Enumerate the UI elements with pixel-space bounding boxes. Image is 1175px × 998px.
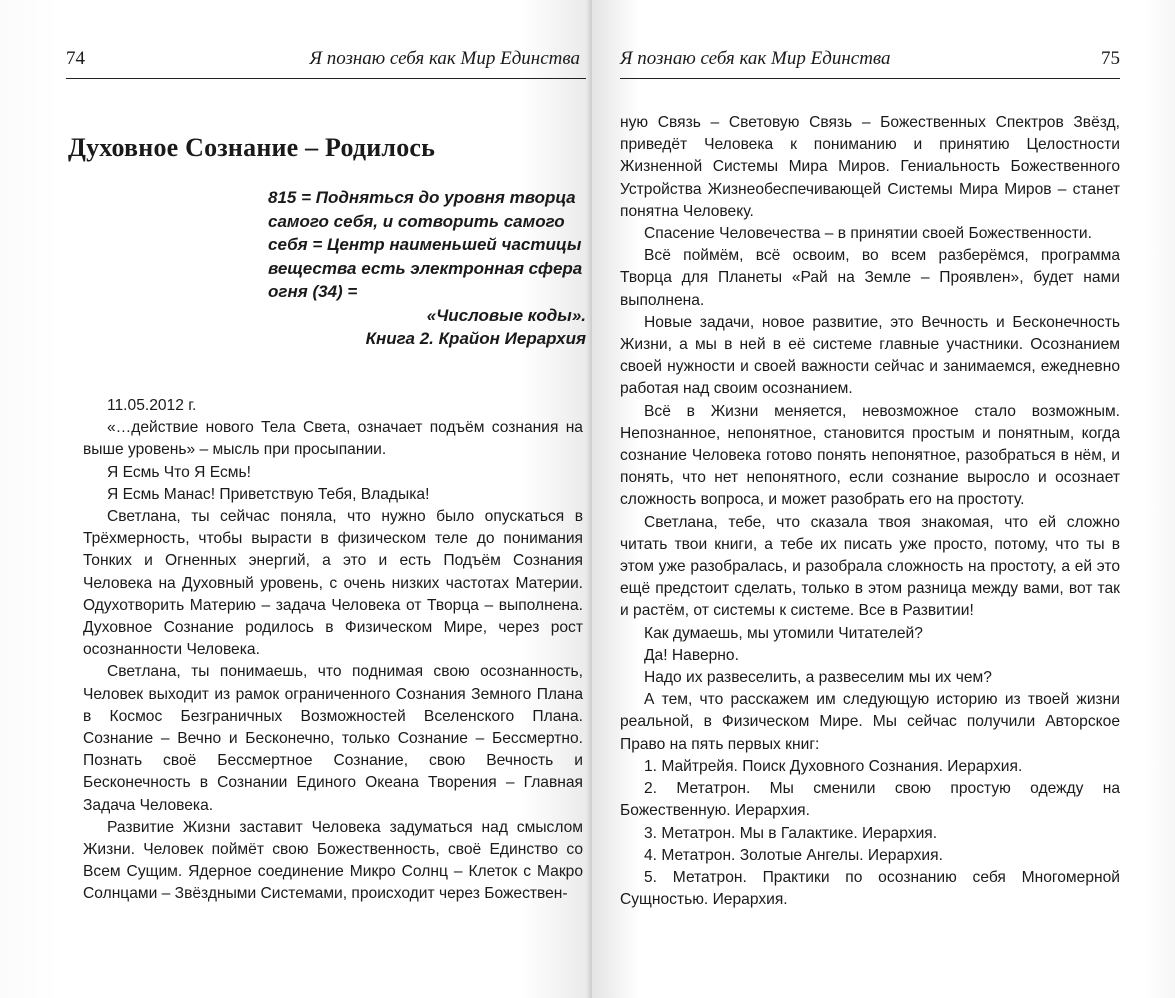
paragraph: «…действие нового Тела Света, означает подъём сознания на выше уровень» – мысль при просыпании. <box>83 419 583 459</box>
paragraph: А тем, что расскажем им следующую историю из твоей жизни реальной, в Физическом Мире. Мы сейчас получили Авторское Право на пять первых книг: <box>620 691 1120 753</box>
epigraph-source-title: «Числовые коды». <box>426 305 586 325</box>
paragraph-continuation: ную Связь – Световую Связь – Божественных Спектров Звёзд, приведёт Человека к пониманию и принятию Целостности Жизненной Системы Мира Миров. Гениальность Божественного Устройства Жизнеобеспечивающей Системы Мира Миров – станет понятна Человеку. <box>620 114 1120 220</box>
paragraph: Светлана, ты сейчас поняла, что нужно было опускаться в Трёхмерность, чтобы вырасти в физическом теле до понимания Тонких и Огненных энергий, а это и есть Подъём Сознания Человека на Духовный уровень, с очень низких частотах Материи. Одухотворить Материю – задача Человека от Творца – выполнена. Духовное Сознание родилось в Физическом Мире, через рост осознанности Человека. <box>83 508 583 659</box>
date-line: 11.05.2012 г. <box>107 397 197 414</box>
paragraph: Всё поймём, всё освоим, во всем разберёмся, программа Творца для Планеты «Рай на Земле – Проявлен», будет нами выполнена. <box>620 247 1120 309</box>
paragraph: Светлана, тебе, что сказала твоя знакомая, что ей сложно читать твои книги, а тебе их писать уже просто, потому, что ты в этом уже разобралась, и разобрала сложность на простоту, а ей это ещё предстоит сделать, только в этом разница между вами, вот так и растём, от системы к системе. Все в Развитии! <box>620 513 1120 620</box>
paragraph: Как думаешь, мы утомили Читателей? <box>644 624 923 642</box>
paragraph: Я Есмь Манас! Приветствую Тебя, Владыка! <box>107 485 430 503</box>
paragraph: Развитие Жизни заставит Человека задуматься над смыслом Жизни. Человек поймёт свою Божественность, своё Единство со Всем Сущим. Ядерное соединение Микро Солнц – Клеток с Макро Солнцами – Звёздными Системами, происходит через Божествен- <box>83 818 583 903</box>
right-running-head <box>620 44 1120 79</box>
left-running-head <box>66 44 586 79</box>
epigraph <box>268 186 586 351</box>
epigraph-source-book: Книга 2. Крайон Иерархия <box>365 329 586 348</box>
paragraph: Я Есмь Что Я Есмь! <box>107 463 251 481</box>
chapter-heading: Духовное Сознание – Родилось <box>68 133 436 162</box>
left-body-text <box>83 395 583 906</box>
list-item: 1. Майтрейя. Поиск Духовного Сознания. Иерархия. <box>644 757 1023 775</box>
list-item: 5. Метатрон. Практики по осознанию себя Многомерной Сущностью. Иерархия. <box>620 868 1120 909</box>
left-page-number: 74 <box>66 48 85 69</box>
right-body-text <box>620 112 1120 911</box>
paragraph: Новые задачи, новое развитие, это Вечность и Бесконечность Жизни, а мы в ней в её системе главные участники. Осознанием своей нужности и своей важности сейчас и занимаемся, ежедневно работая над своим осознанием. <box>620 313 1120 398</box>
list-item: 3. Метатрон. Мы в Галактике. Иерархия. <box>644 824 938 842</box>
paragraph: Всё в Жизни меняется, невозможное стало возможным. Непознанное, непонятное, становится простым и понятным, когда сознание Человека готово понять непонятное, разобраться в нём, и понять, что нет непонятного, если сознание выросло и осознает сложность вопроса, и может разобрать его на простоту. <box>620 402 1120 509</box>
left-running-title: Я познаю себя как Мир Единства <box>309 48 580 69</box>
paragraph: Светлана, ты понимаешь, что поднимая свою осознанность, Человек выходит из рамок ограниченного Сознания Земного Плана в Космос Безграничных Возможностей Вселенского Плана. Сознание – Вечно и Бесконечно, только Сознание – Бессмертно. Познать своё Бессмертное Сознание, свою Вечность и Бесконечность в Сознании Единого Океана Творения – Главная Задача Человека. <box>83 663 583 814</box>
right-page-number: 75 <box>1101 48 1120 69</box>
right-running-title: Я познаю себя как Мир Единства <box>620 48 891 69</box>
paragraph: Спасение Человечества – в принятии своей Божественности. <box>644 225 1092 243</box>
paragraph: Надо их развеселить, а развеселим мы их чем? <box>644 669 992 687</box>
list-item: 4. Метатрон. Золотые Ангелы. Иерархия. <box>644 846 943 864</box>
epigraph-text: 815 = Подняться до уровня творца самого себя, и сотворить самого себя = Центр наименьшей частицы вещества есть электронная сфера огня (34) = <box>268 188 583 301</box>
list-item: 2. Метатрон. Мы сменили свою простую одежду на Божественную. Иерархия. <box>620 780 1120 820</box>
paragraph: Да! Наверно. <box>644 646 739 664</box>
right-page <box>592 0 1175 998</box>
